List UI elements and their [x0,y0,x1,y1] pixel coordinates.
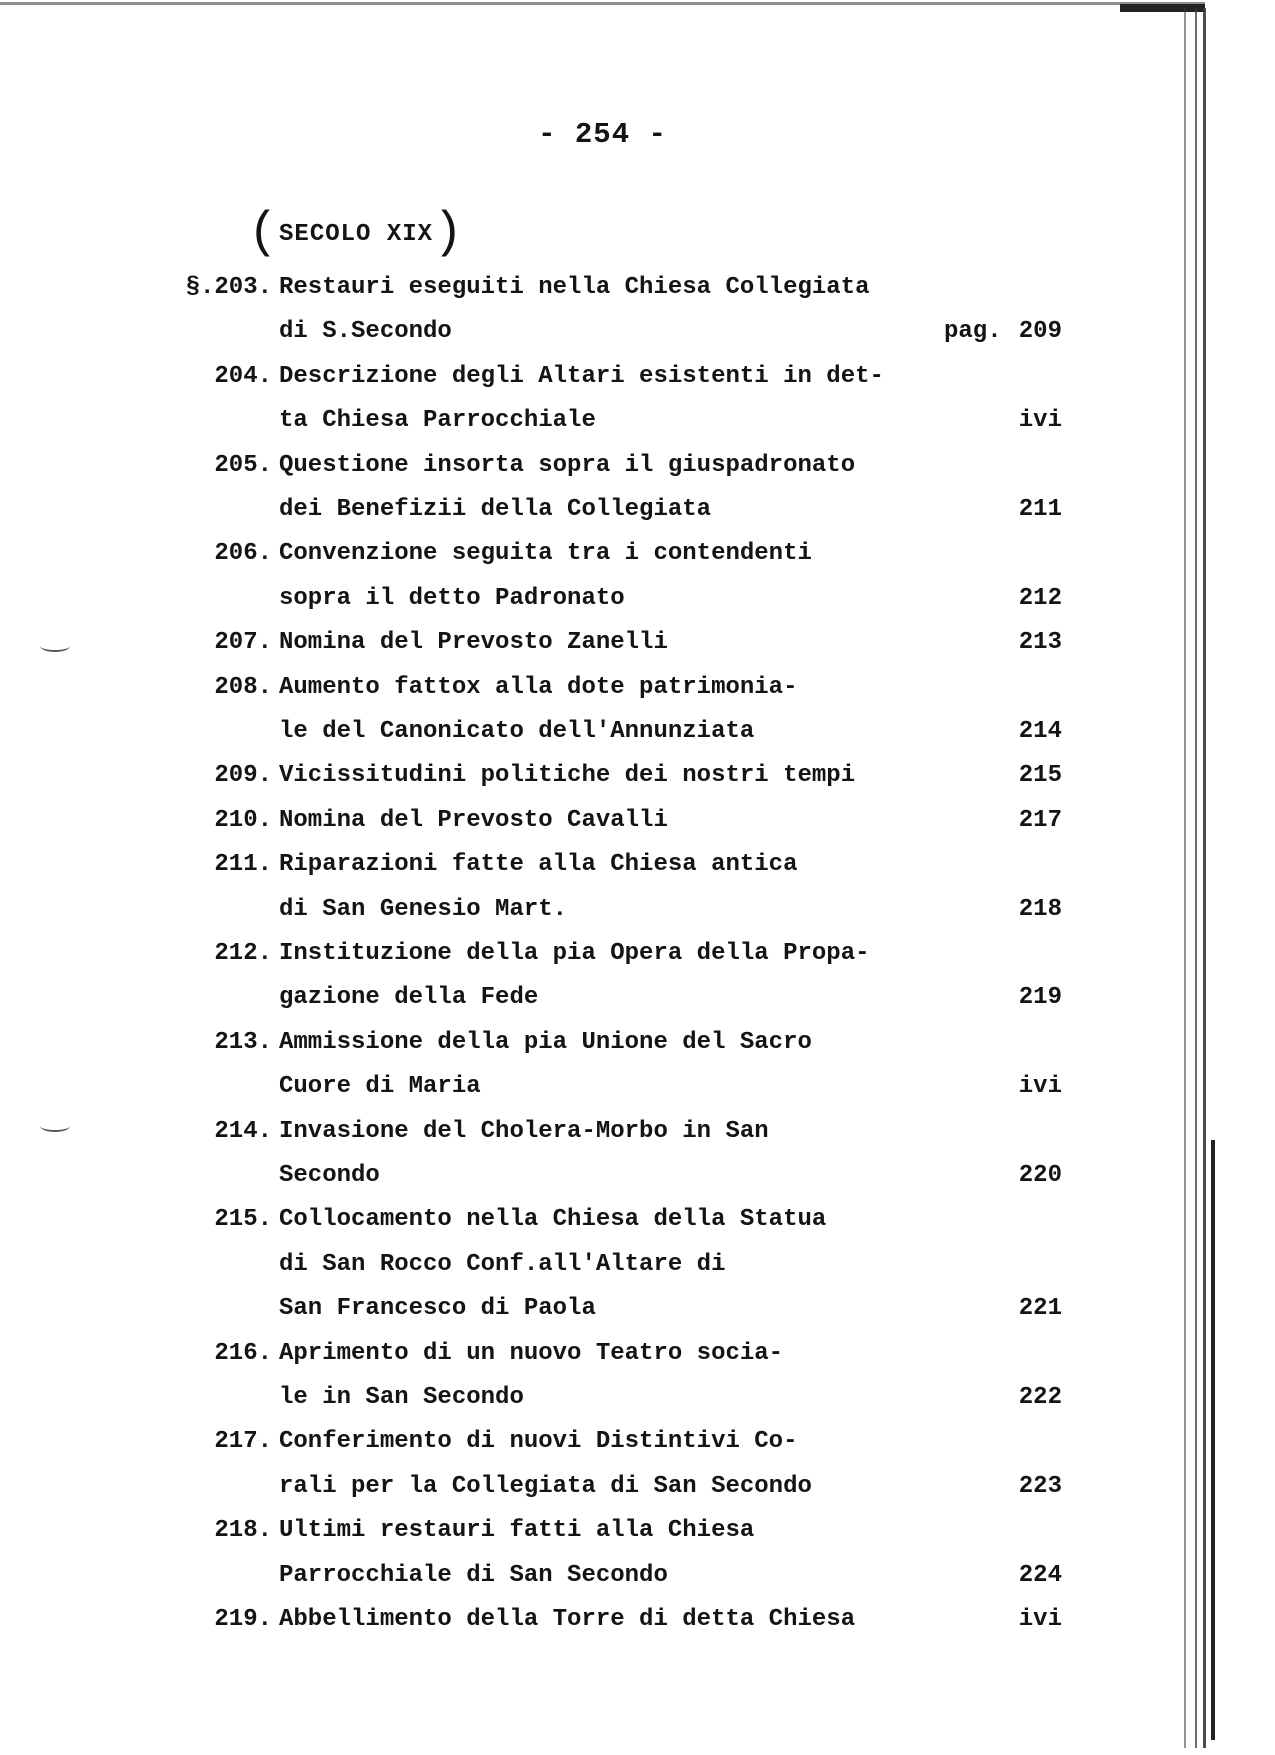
entry-title: Abbellimento della Torre di detta Chiesa [279,1606,856,1633]
section-heading [248,205,464,262]
entry-page: 219 [1018,984,1062,1012]
entry-title: le del Canonicato dell'Annunziata [279,718,755,745]
toc-line [0,712,1205,752]
entry-page: ivi [1018,407,1062,435]
entry-page: 214 [1018,718,1062,745]
entry-number: 217. [214,1428,272,1456]
scan-top-edge [1120,4,1205,12]
entry-page: 222 [1018,1384,1062,1411]
entry-number: 215. [214,1206,272,1234]
toc-line [0,357,1205,397]
toc-line [0,490,1205,530]
entry-number: 214. [214,1117,272,1145]
toc-line [0,623,1205,663]
entry-number: 209. [214,762,272,790]
entry-page: 213 [1018,629,1062,657]
entry-title: Convenzione seguita tra i contendenti [279,540,812,568]
toc-line [0,1289,1205,1329]
entry-title: ta Chiesa Parrocchiale [279,407,596,435]
entry-title: Questione insorta sopra il giuspadronato [279,451,856,479]
toc-line [0,890,1205,930]
entry-title: Aprimento di un nuovo Teatro socia- [279,1339,784,1367]
scan-right-edge [1211,1140,1215,1740]
entry-title: Nomina del Prevosto Cavalli [279,806,668,834]
entry-page: 211 [1018,496,1062,523]
entry-title: Ammissione della pia Unione del Sacro [279,1028,812,1056]
toc-line [0,401,1205,441]
entry-page: 215 [1018,762,1062,790]
entry-title: Aumento fattox alla dote patrimonia- [279,673,798,701]
toc-line [0,668,1205,708]
toc-line [0,801,1205,841]
toc-line [0,1334,1205,1374]
toc-line [0,1200,1205,1240]
entry-number: 211. [214,851,272,879]
entry-title: Parrocchiale di San Secondo [279,1561,668,1589]
entry-title: di San Genesio Mart. [279,895,568,923]
entry-title: Cuore di Maria [279,1073,481,1101]
scan-top-rule [0,2,1205,5]
close-paren: ) [433,205,465,262]
entry-page: 221 [1018,1295,1062,1323]
entry-title: di S.Secondo [279,318,452,346]
entry-title: Vicissitudini politiche dei nostri tempi [279,762,856,790]
toc-line [0,756,1205,796]
page-label: pag. [944,318,1002,346]
toc-line [0,534,1205,574]
entry-title: rali per la Collegiata di San Secondo [279,1472,812,1500]
toc-line [0,1556,1205,1596]
entry-page: 220 [1018,1162,1062,1189]
entry-title: Ultimi restauri fatti alla Chiesa [279,1517,755,1545]
entry-title: Restauri eseguiti nella Chiesa Collegiata [279,274,870,301]
entry-title: le in San Secondo [279,1384,524,1411]
entry-number: 210. [214,806,272,834]
entry-title: sopra il detto Padronato [279,584,625,612]
entry-number: 205. [214,451,272,479]
toc-line [0,1245,1205,1285]
toc-line [0,268,1205,308]
entry-title: di San Rocco Conf.all'Altare di [279,1250,726,1278]
entry-page: 212 [1018,584,1062,612]
entry-page: 217 [1018,806,1062,834]
toc-line [0,1156,1205,1196]
toc-line [0,1467,1205,1507]
entry-page: ivi [1018,1073,1062,1101]
toc-line [0,579,1205,619]
entry-title: Invasione del Cholera-Morbo in San [279,1117,769,1145]
entry-title: gazione della Fede [279,984,539,1012]
entry-title: dei Benefizii della Collegiata [279,496,712,523]
toc-line [0,1511,1205,1551]
entry-number: 207. [214,629,272,657]
toc-line [0,1112,1205,1152]
toc-line [0,978,1205,1018]
entry-title: San Francesco di Paola [279,1295,596,1323]
entry-page: 224 [1018,1561,1062,1589]
entry-title: Riparazioni fatte alla Chiesa antica [279,851,798,879]
entry-title: Descrizione degli Altari esistenti in det- [279,362,884,390]
entry-number: 204. [214,362,272,390]
entry-number: 219. [214,1606,272,1633]
entry-number: 218. [214,1517,272,1545]
entry-title: Conferimento di nuovi Distintivi Co- [279,1428,798,1456]
open-paren: ( [248,205,280,262]
page-number: - 254 - [538,118,667,151]
section-title: SECOLO XIX [279,221,434,248]
entry-page: ivi [1018,1606,1062,1633]
entry-number: §.203. [185,274,272,301]
toc-line [0,1023,1205,1063]
entry-number: 212. [214,940,272,967]
entry-title: Nomina del Prevosto Zanelli [279,629,668,657]
entry-page: 223 [1018,1472,1062,1500]
entry-page: 209 [1018,318,1062,346]
toc-line [0,312,1205,352]
toc-line [0,1422,1205,1462]
toc-line [0,934,1205,974]
toc-line [0,1067,1205,1107]
toc-line [0,1600,1205,1640]
entry-page: 218 [1018,895,1062,923]
entry-title: Secondo [279,1162,380,1189]
entry-number: 206. [214,540,272,568]
entry-title: Collocamento nella Chiesa della Statua [279,1206,827,1234]
entry-title: Instituzione della pia Opera della Propa- [279,940,870,967]
entry-number: 213. [214,1028,272,1056]
entry-number: 216. [214,1339,272,1367]
entry-number: 208. [214,673,272,701]
toc-line [0,446,1205,486]
toc-line [0,845,1205,885]
toc-line [0,1378,1205,1418]
